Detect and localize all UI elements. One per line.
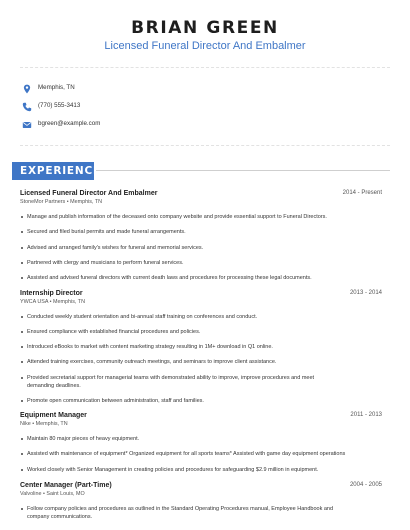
phone-icon <box>22 102 32 112</box>
list-item: Conducted weekly student orientation and bi-annual staff training on conferences and conduct. <box>27 313 357 321</box>
map-pin-icon <box>22 84 32 94</box>
list-item: Introduced eBooks to market with content marketing strategy resulting in 1M+ download in Q1 online. <box>27 343 357 351</box>
job-company: StoneMor Partners • Memphis, TN <box>20 199 103 205</box>
list-item: Attended training exercises, community outreach meetings, and seminars to improve client assistance. <box>27 358 357 366</box>
contact-location <box>22 83 75 95</box>
list-item: Assisted and advised funeral directors with current death laws and procedures for processing these legal documents. <box>27 274 357 282</box>
contact-email[interactable] <box>22 119 101 131</box>
job-company: Nike • Memphis, TN <box>20 421 68 427</box>
job-title-heading: Licensed Funeral Director And Embalmer <box>104 40 306 52</box>
location-text: Memphis, TN <box>38 84 75 91</box>
job-entry <box>20 482 382 497</box>
job-title: Licensed Funeral Director And Embalmer <box>20 190 158 197</box>
list-item: Provided secretarial support for managerial teams with demonstrated ability to improve, improve procedures and meet demanding deadlines. <box>27 374 357 390</box>
job-company: Valvoline • Saint Louis, MO <box>20 491 85 497</box>
job-title: Center Manager (Part-Time) <box>20 482 112 489</box>
job-title: Equipment Manager <box>20 412 87 419</box>
list-item: Ensured compliance with established financial procedures and policies. <box>27 328 357 336</box>
job-entry <box>20 290 382 305</box>
list-item: Follow company policies and procedures as outlined in the Standard Operating Procedures manual, Employee Handbook and company communications. <box>27 505 357 521</box>
section-rule <box>96 170 390 171</box>
job-dates: 2011 - 2013 <box>350 412 382 418</box>
divider <box>20 67 390 68</box>
list-item: Maintain 80 major pieces of heavy equipment. <box>27 435 357 443</box>
job-entry <box>20 190 382 205</box>
list-item: Advised and arranged family's wishes for funeral and memorial services. <box>27 244 357 252</box>
divider <box>20 145 390 146</box>
job-dates: 2013 - 2014 <box>349 290 382 296</box>
list-item: Promote open communication between administration, staff and families. <box>27 397 357 405</box>
list-item: Manage and publish information of the deceased onto company website and provide essential support to Funeral Directors. <box>27 213 357 221</box>
envelope-icon <box>22 120 32 130</box>
list-item: Assisted with maintenance of equipment* Organized equipment for all sports teams* Assisted with game day equipment operations <box>27 450 357 458</box>
job-title: Internship Director <box>20 290 83 297</box>
job-dates: 2004 - 2005 <box>349 482 382 488</box>
experience-section-heading: EXPERIENCE <box>12 162 94 180</box>
job-dates: 2014 - Present <box>342 190 382 196</box>
list-item: Partnered with clergy and musicians to perform funeral services. <box>27 259 357 267</box>
list-item: Worked closely with Senior Management in creating policies and procedures for safeguarding $2.9 million in equipment. <box>27 466 357 474</box>
job-company: YWCA USA • Memphis, TN <box>20 299 85 305</box>
job-entry <box>20 412 382 427</box>
candidate-name: BRIAN GREEN <box>131 18 279 38</box>
list-item: Secured and filed burial permits and made funeral arrangements. <box>27 228 357 236</box>
email-link[interactable]: bgreen@example.com <box>38 120 101 127</box>
phone-text: (770) 555-3413 <box>38 102 81 109</box>
contact-phone <box>22 101 81 113</box>
